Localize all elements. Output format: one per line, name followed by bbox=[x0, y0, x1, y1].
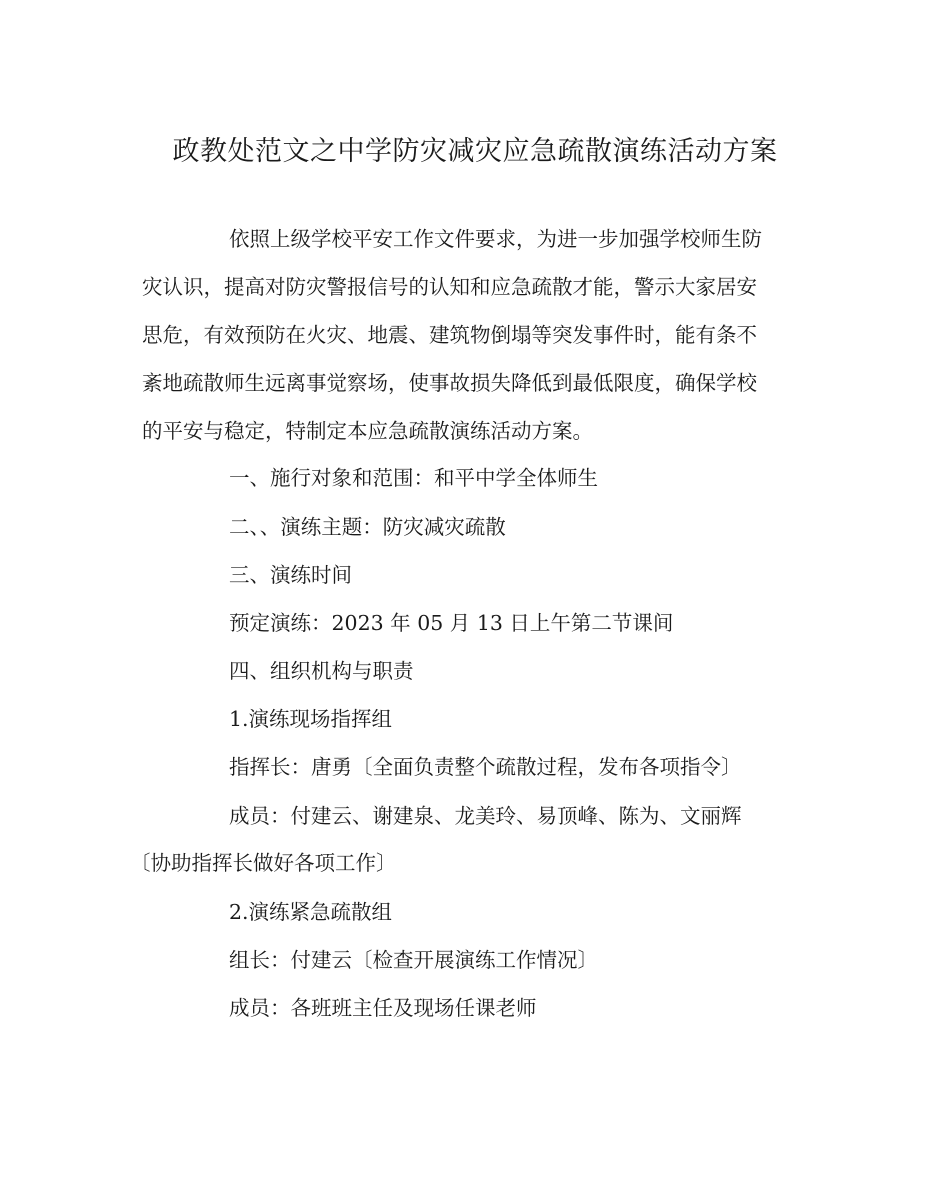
group1-commander: 指挥长：唐勇〔全面负责整个疏散过程，发布各项指令〕 bbox=[229, 755, 742, 779]
group2-heading: 2.演练紧急疏散组 bbox=[229, 900, 393, 924]
group1-heading: 1.演练现场指挥组 bbox=[229, 707, 393, 731]
group1-members-line1: 成员：付建云、谢建泉、龙美玲、易顶峰、陈为、文丽辉 bbox=[229, 804, 742, 828]
section-scope: 一、施行对象和范围：和平中学全体师生 bbox=[229, 466, 598, 490]
section-time-heading: 三、演练时间 bbox=[229, 563, 352, 587]
document-title: 政教处范文之中学防灾减灾应急疏散演练活动方案 bbox=[172, 136, 778, 167]
group2-members: 成员：各班班主任及现场任课老师 bbox=[229, 996, 537, 1020]
intro-line-1: 依照上级学校平安工作文件要求，为进一步加强学校师生防 bbox=[229, 227, 762, 251]
section-org-heading: 四、组织机构与职责 bbox=[229, 659, 414, 683]
intro-line-4: 紊地疏散师生远离事觉察场，使事故损失降低到最低限度，确保学校 bbox=[142, 371, 757, 395]
section-theme: 二、、演练主题：防灾减灾疏散 bbox=[229, 515, 506, 539]
intro-line-2: 灾认识，提高对防灾警报信号的认知和应急疏散才能，警示大家居安 bbox=[142, 275, 757, 299]
section-time-detail: 预定演练：2023 年 05 月 13 日上午第二节课间 bbox=[229, 611, 674, 635]
group2-leader: 组长：付建云〔检查开展演练工作情况〕 bbox=[229, 948, 598, 972]
group1-members-line2: 〔协助指挥长做好各项工作〕 bbox=[130, 851, 397, 875]
intro-line-5: 的平安与稳定，特制定本应急疏散演练活动方案。 bbox=[142, 419, 593, 443]
intro-line-3: 思危，有效预防在火灾、地震、建筑物倒塌等突发事件时，能有条不 bbox=[142, 323, 757, 347]
